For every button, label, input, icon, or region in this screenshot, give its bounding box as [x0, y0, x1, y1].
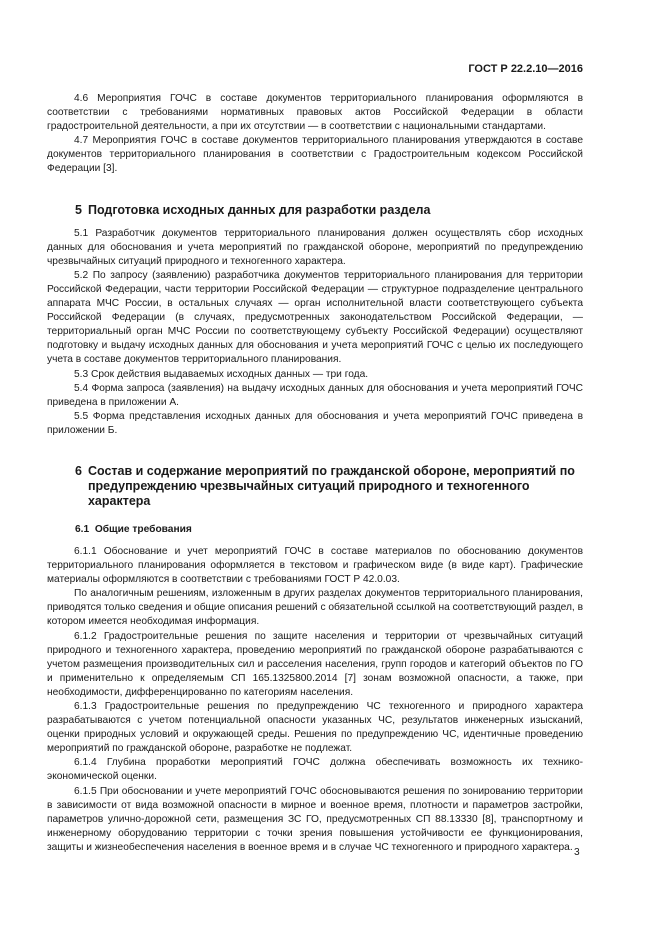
paragraph-4-7: 4.7 Мероприятия ГОЧС в составе документов территориального планирования утверждаются в составе документов территориального планирования в соответствии с Градостроительным кодексом Российской Федерации [3].: [47, 135, 583, 175]
subsection-6-1-number: 6.1: [75, 523, 90, 535]
paragraph-5-1: 5.1 Разработчик документов территориального планирования должен осуществлять сбор исходных данных для обоснования и учета мероприятий по гражданской обороне, мероприятий по предупреждению чрезвычайных ситуаций природного и техногенного характера.: [47, 227, 583, 267]
paragraph-6-1-1: 6.1.1 Обоснование и учет мероприятий ГОЧС в составе материалов по обоснованию документов территориального планирования оформляется в текстовом и графическом виде (в виде карт). Графические материалы оформляются в соответствии с требованиями ГОСТ Р 42.0.03.: [47, 545, 583, 586]
page-number: 3: [574, 847, 580, 858]
paragraph-6-1-3: 6.1.3 Градостроительные решения по предупреждению ЧС техногенного и природного характера разрабатываются с учетом потенциальной опасности указанных ЧС, результатов инженерных изысканий, оценки природных условий и окружающей среды. Решения по предупреждению ЧС, идентичные проведению мероприятий по гражданской обороне, разработке не подлежат.: [47, 701, 583, 755]
paragraph-5-3: 5.3 Срок действия выдаваемых исходных данных — три года.: [74, 368, 369, 380]
paragraph-4-6: 4.6 Мероприятия ГОЧС в составе документов территориального планирования оформляются в соответствии с требованиями нормативных правовых актов Российской Федерации в области градостроительной деятельности, а при их отсутствии — в соответствии с национальными стандартами.: [47, 93, 583, 133]
paragraph-6-1-4: 6.1.4 Глубина проработки мероприятий ГОЧС должна обеспечивать возможность их технико-экономической оценки.: [47, 757, 583, 783]
section-6-number: 6: [75, 463, 82, 478]
standard-code-header: ГОСТ Р 22.2.10—2016: [468, 63, 583, 75]
document-body: [47, 92, 583, 855]
subsection-6-1-heading: [47, 523, 583, 537]
section-5-number: 5: [75, 202, 82, 217]
paragraph-5-5: 5.5 Форма представления исходных данных для обоснования и учета мероприятий ГОЧС приведена в приложении Б.: [47, 410, 583, 436]
paragraph-6-1-1-analog: По аналогичным решениям, изложенным в других разделах документов территориального планирования, приводятся только сведения и общие описания решений с обязательной ссылкой на соответствующий раздел, в котором имеется необходимая информация.: [47, 588, 583, 628]
paragraph-6-1-2: 6.1.2 Градостроительные решения по защите населения и территории от чрезвычайных ситуаций природного и техногенного характера, проведению мероприятий по гражданской обороне разрабатываются с учетом размещения производительных сил и расселения населения, групп городов и категорий объектов по ГО и применительно к определяемым СП 165.1325800.2014 [7] зонам возможной опасности, а также, при необходимости, дифференцированно по категориям населения.: [47, 630, 583, 698]
paragraph-5-4: 5.4 Форма запроса (заявления) на выдачу исходных данных для обоснования и учета мероприятий ГОЧС приведена в приложении А.: [47, 382, 583, 408]
subsection-6-1-title: Общие требования: [94, 523, 192, 535]
section-5-heading: [47, 203, 583, 218]
section-5-title: Подготовка исходных данных для разработки раздела: [87, 202, 431, 217]
paragraph-6-1-5: 6.1.5 При обосновании и учете мероприятий ГОЧС обосновываются решения по зонированию территории в зависимости от вида возможной опасности в мирное и военное время, плотности и параметров застройки, параметров улично-дорожной сети, размещения ЗС ГО, предусмотренных СП 88.13330 [8], транспортному и инженерному оборудованию территории с точки зрения повышения устойчивости ее функционирования, защиты и жизнеобеспечения населения в военное время и в случае ЧС техногенного и природного характера.: [47, 785, 583, 853]
section-6-title: Состав и содержание мероприятий по гражданской обороне, мероприятий по предупреждению чрезвычайных ситуаций природного и техногенного характера: [87, 463, 575, 508]
section-6-heading: [47, 464, 583, 509]
paragraph-5-2: 5.2 По запросу (заявлению) разработчика документов территориального планирования для территории Российской Федерации, части территории Российской Федерации — структурное подразделение центрального аппарата МЧС России, в остальных случаях — орган исполнительной власти соответствующего субъекта Российской Федерации (в случаях, предусмотренных законодательством Российской Федерации, — территориальный орган МЧС России по соответствующему субъекту Российской Федерации) осуществляют подготовку и выдачу исходных данных для обоснования и учета мероприятий ГОЧС с целью их последующего учета в составе документов территориального планирования.: [47, 269, 583, 366]
